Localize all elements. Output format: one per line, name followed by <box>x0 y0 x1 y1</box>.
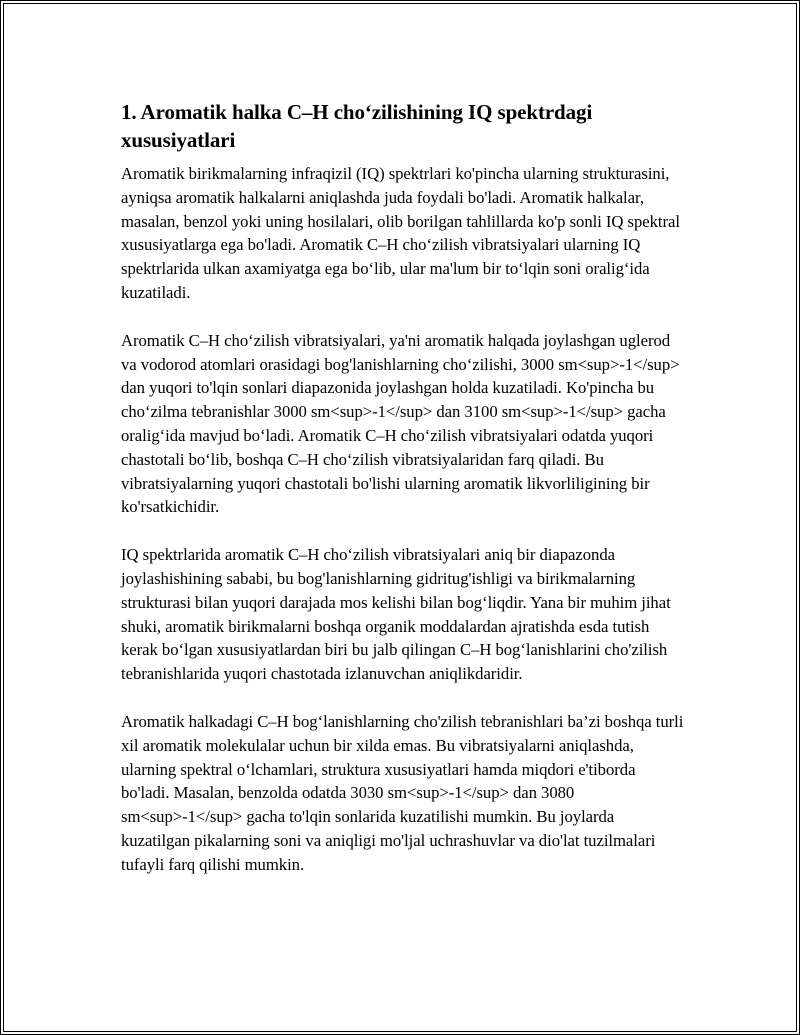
section-heading: 1. Aromatik halka C–H cho‘zilishining IQ spektrdagi xususiyatlari <box>121 100 593 152</box>
paragraph-3: IQ spektrlarida aromatik C–H cho‘zilish vibratsiyalari aniq bir diapazonda joylashishining sababi, bu bog'lanishlarning gidritug'ishligi va birikmalarning strukturasi bilan yuqori darajada mos kelishi bilan bog‘liqdir. Yana bir muhim jihat shuki, aromatik birikmalarni boshqa organik moddalardan ajratishda esda tutish kerak bo‘lgan xususiyatlardan biri bu jalb qilingan C–H bog‘lanishlarini cho'zilish tebranishlarida yuqori chastotada izlanuvchan aniqlikdaridir. <box>121 545 671 684</box>
document-body <box>121 98 687 901</box>
paragraph-2: Aromatik C–H cho‘zilish vibratsiyalari, ya'ni aromatik halqada joylashgan uglerod va vodorod atomlari orasidagi bog'lanishlarning cho‘zilishi, 3000 sm<sup>-1</sup> dan yuqori to'lqin sonlari diapazonida joylashgan holda kuzatiladi. Ko'pincha bu cho‘zilma tebranishlar 3000 sm<sup>-1</sup> dan 3100 sm<sup>-1</sup> gacha oralig‘ida mavjud bo‘ladi. Aromatik C–H cho‘zilish vibratsiyalari odatda yuqori chastotali bo‘lib, boshqa C–H cho‘zilish vibratsiyalaridan farq qiladi. Bu vibratsiyalarning yuqori chastotali bo'lishi ularning aromatik likvorliligining bir ko'rsatkichidir. <box>121 330 680 517</box>
paragraph-1: Aromatik birikmalarning infraqizil (IQ) spektrlari ko'pincha ularning strukturasini, ayniqsa aromatik halkalarni aniqlashda juda foydali bo'ladi. Aromatik halkalar, masalan, benzol yoki uning hosilalari, olib borilgan tahlillarda ko'p sonli IQ spektral xususiyatlarga ega bo'ladi. Aromatik C–H cho‘zilish vibratsiyalari ularning IQ spektrlarida ulkan axamiyatga ega bo‘lib, ular ma'lum bir to‘lqin soni oralig‘ida kuzatiladi. <box>121 164 680 302</box>
paragraph-4: Aromatik halkadagi C–H bog‘lanishlarning cho'zilish tebranishlari ba’zi boshqa turli xil aromatik molekulalar uchun bir xilda emas. Bu vibratsiyalarni aniqlashda, ularning spektral o‘lchamlari, struktura xususiyatlari hamda miqdori e'tiborda bo'ladi. Masalan, benzolda odatda 3030 sm<sup>-1</sup> dan 3080 sm<sup>-1</sup> gacha to'lqin sonlarida kuzatilishi mumkin. Bu joylarda kuzatilgan pikalarning soni va aniqligi mo'ljal uchrashuvlar va dio'lat tuzilmalari tufayli farq qilishi mumkin. <box>121 711 684 874</box>
